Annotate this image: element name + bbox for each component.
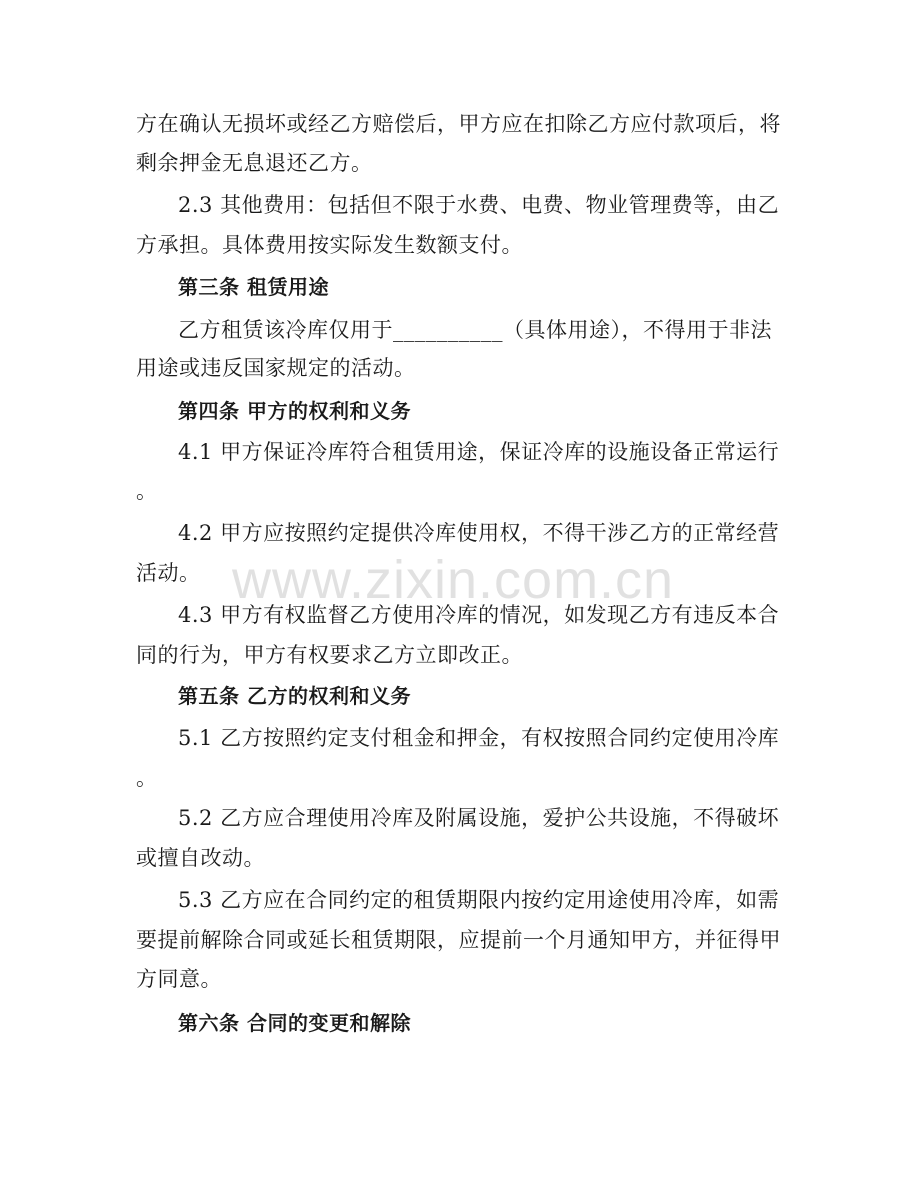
paragraph-line: 方承担。具体费用按实际发生数额支付。 xyxy=(136,233,523,257)
paragraph-line: 方在确认无损坏或经乙方赔偿后，甲方应在扣除乙方应付款项后，将 xyxy=(136,112,781,136)
paragraph-line: 剩余押金无息退还乙方。 xyxy=(136,151,373,175)
paragraph-line: 。 xyxy=(136,766,158,790)
paragraph-line: 或擅自改动。 xyxy=(136,846,265,870)
clause-4-2: 4.2 甲方应按照约定提供冷库使用权，不得干涉乙方的正常经营 xyxy=(178,521,780,545)
paragraph-line: 乙方租赁该冷库仅用于__________（具体用途），不得用于非法 xyxy=(178,318,772,342)
paragraph-line: 活动。 xyxy=(136,561,201,585)
paragraph-line: 要提前解除合同或延长租赁期限，应提前一个月通知甲方，并征得甲 xyxy=(136,928,781,952)
article-5-heading: 第五条 乙方的权利和义务 xyxy=(178,684,411,708)
clause-2-3: 2.3 其他费用：包括但不限于水费、电费、物业管理费等，由乙 xyxy=(178,193,780,217)
clause-5-3: 5.3 乙方应在合同约定的租赁期限内按约定用途使用冷库，如需 xyxy=(178,888,780,912)
paragraph-line: 。 xyxy=(136,479,158,503)
clause-5-2: 5.2 乙方应合理使用冷库及附属设施，爱护公共设施，不得破坏 xyxy=(178,806,780,830)
clause-4-3: 4.3 甲方有权监督乙方使用冷库的情况，如发现乙方有违反本合 xyxy=(178,603,780,627)
clause-4-1: 4.1 甲方保证冷库符合租赁用途，保证冷库的设施设备正常运行 xyxy=(178,440,780,464)
paragraph-line: 方同意。 xyxy=(136,967,222,991)
article-6-heading: 第六条 合同的变更和解除 xyxy=(178,1011,411,1035)
paragraph-line: 同的行为，甲方有权要求乙方立即改正。 xyxy=(136,643,523,667)
paragraph-line: 用途或违反国家规定的活动。 xyxy=(136,356,416,380)
clause-5-1: 5.1 乙方按照约定支付租金和押金，有权按照合同约定使用冷库 xyxy=(178,726,780,750)
article-3-heading: 第三条 租赁用途 xyxy=(178,275,329,299)
article-4-heading: 第四条 甲方的权利和义务 xyxy=(178,399,411,423)
watermark: www.zixin.com.cn xyxy=(232,550,675,610)
